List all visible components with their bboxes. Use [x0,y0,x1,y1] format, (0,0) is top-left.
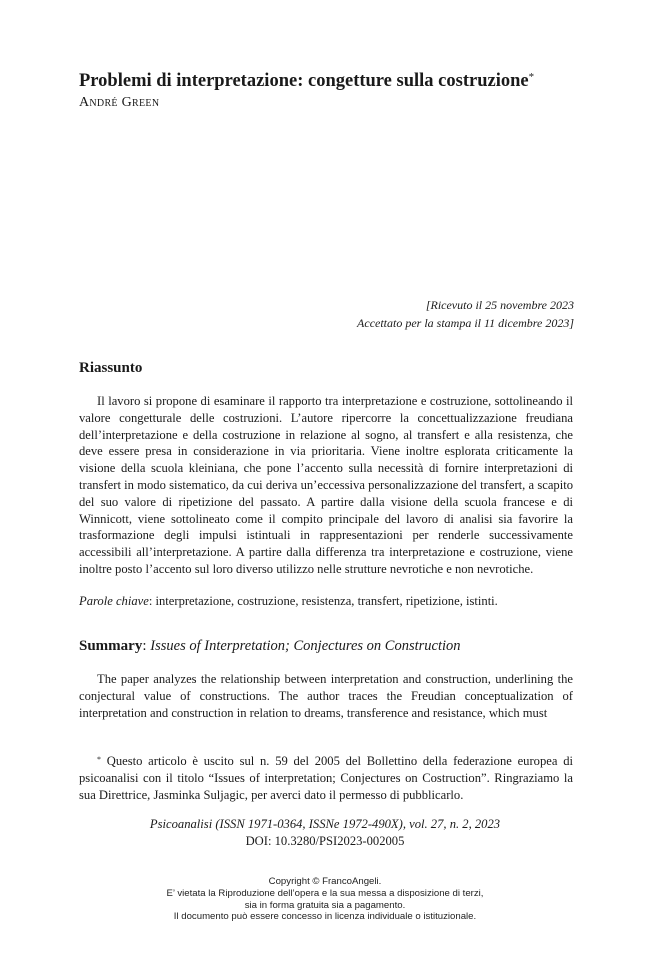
title-footnote-mark: * [528,71,535,83]
article-title [79,70,599,92]
copyright-line-3: sia in forma gratuita sia a pagamento. [244,899,406,911]
copyright-notice [0,876,650,923]
copyright-line-4: Il documento può essere concesso in licenza individuale o istituzionale. [173,911,477,923]
copyright-line-1: Copyright © FrancoAngeli. [268,876,382,887]
footnote-mark: * [97,755,101,764]
summary-label: Summary [79,638,143,654]
received-date: [Ricevuto il 25 novembre 2023 [425,298,574,312]
summary-heading [79,638,461,655]
keywords-label: Parole chiave [79,594,149,608]
copyright-line-2: E’ vietata la Riproduzione dell’opera e la sua messa a disposizione di terzi, [166,887,484,899]
received-dates [174,296,574,332]
summary-separator: : [142,638,151,654]
keywords-separator: : [148,594,156,608]
keywords-text: interpretazione, costruzione, resistenza, transfert, ripetizione, istinti. [155,594,498,608]
article-author: André Green [79,95,160,110]
footnote [79,753,573,805]
accepted-date: Accettato per la stampa il 11 dicembre 2023] [357,316,574,330]
riassunto-text: Il lavoro si propone di esaminare il rapporto tra interpretazione e costruzione, sottolineando il valore congetturale delle costruzioni. L’autore ripercorre la concettualizzazione freudiana dell’interpretazione e della costruzione in relazione al sogno, al transfert e alla resistenza, che deve essere presa in considerazione in via prioritaria. Viene inoltre esplorata criticamente la visione della scuola kleiniana, che pone l’accento sulla necessità di fornire interpretazioni di transfert in modo sistematico, da cui deriva un’eccessiva personalizzazione del transfert, a scapito del suo valore di ripetizione del passato. A partire dalla visione della scuola francese e di Winnicott, viene sottolineato come il compito principale del lavoro di analisi sia favorire la trasformazione degli impulsi istintuali in rappresentazioni per renderle successivamente accessibili all’interpretazione. A partire dalla differenza tra interpretazione e costruzione, viene inoltre posto l’accento sul loro diverso utilizzo nelle strutture nevrotiche e non nevrotiche. [79,394,573,576]
journal-doi: DOI: 10.3280/PSI2023-002005 [245,834,405,848]
riassunto-heading: Riassunto [79,360,143,376]
summary-text: The paper analyzes the relationship between interpretation and construction, underlining the conjectural value of constructions. The author traces the Freudian conceptualization of interpretation and construction in relation to dreams, transference and resistance, which must [79,672,573,720]
summary-subtitle: Issues of Interpretation; Conjectures on Construction [150,638,461,654]
footnote-text: Questo articolo è uscito sul n. 59 del 2005 del Bollettino della federazione europea di psicoanalisi con il titolo “Issues of interpretation; Conjectures on Costruction”. Ringraziamo la sua Direttrice, Jasminka Suljagic, per averci dato il permesso di pubblicarlo. [79,754,573,803]
journal-citation: Psicoanalisi (ISSN 1971-0364, ISSNe 1972-490X), vol. 27, n. 2, 2023 [149,817,501,831]
article-title-text: Problemi di interpretazione: congetture sulla costruzione [79,71,529,91]
keywords [79,593,573,610]
journal-info [0,816,650,850]
